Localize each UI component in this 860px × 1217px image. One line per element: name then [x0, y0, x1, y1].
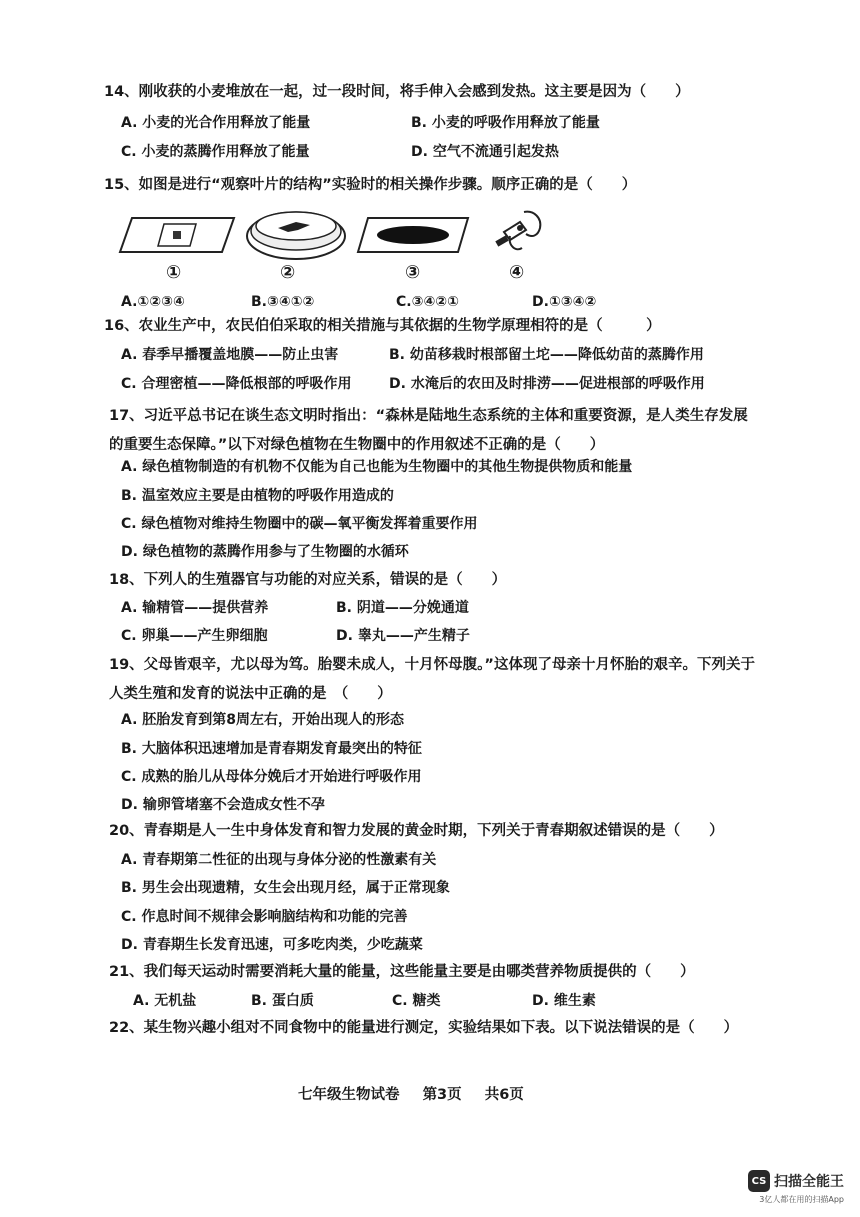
watermark-subtitle: 3亿人都在用的扫描App: [759, 1195, 844, 1204]
question-20-option-d: D. 青春期生长发育迅速，可多吃肉类，少吃蔬菜: [121, 937, 423, 953]
question-20-option-b: B. 男生会出现遗精，女生会出现月经，属于正常现象: [121, 880, 450, 896]
question-14-stem: 14、刚收获的小麦堆放在一起，过一段时间，将手伸入会感到发热。这主要是因为（ ）: [104, 84, 690, 100]
question-16-option-a: A. 春季早播覆盖地膜——防止虫害: [121, 347, 339, 363]
question-21-option-b: B. 蛋白质: [251, 993, 314, 1009]
figure-label-1: ①: [166, 262, 182, 283]
question-15-option-c: C.③④②①: [396, 294, 460, 310]
footer-total: 共6页: [484, 1087, 524, 1103]
figure-label-4: ④: [509, 262, 525, 283]
question-14-option-a: A. 小麦的光合作用释放了能量: [121, 115, 311, 131]
question-21-stem: 21、我们每天运动时需要消耗大量的能量，这些能量主要是由哪类营养物质提供的（ ）: [109, 964, 695, 980]
question-19-option-c: C. 成熟的胎儿从母体分娩后才开始进行呼吸作用: [121, 769, 422, 785]
scanner-watermark: [748, 1170, 844, 1205]
question-16-option-d: D. 水淹后的农田及时排涝——促进根部的呼吸作用: [389, 376, 705, 392]
question-16-option-c: C. 合理密植——降低根部的呼吸作用: [121, 376, 352, 392]
question-19-option-b: B. 大脑体积迅速增加是青春期发育最突出的特征: [121, 741, 422, 757]
question-15-option-d: D.①③④②: [532, 294, 597, 310]
question-16-stem: 16、农业生产中，农民伯伯采取的相关措施与其依据的生物学原理相符的是（ ）: [104, 318, 661, 334]
question-20-stem: 20、青春期是人一生中身体发育和智力发展的黄金时期，下列关于青春期叙述错误的是（ ）: [109, 823, 724, 839]
question-15-option-b: B.③④①②: [251, 294, 315, 310]
question-14-option-d: D. 空气不流通引起发热: [411, 144, 559, 160]
question-19-stem: 19、父母皆艰辛，尤以母为笃。胎婴未成人，十月怀母腹。”这体现了母亲十月怀胎的艰辛。下列关于人类生殖和发育的说法中正确的是 （ ）: [109, 657, 755, 702]
question-18-option-d: D. 睾丸——产生精子: [336, 628, 470, 644]
question-14-option-c: C. 小麦的蒸腾作用释放了能量: [121, 144, 310, 160]
question-18-option-b: B. 阴道——分娩通道: [336, 600, 469, 616]
question-14-option-b: B. 小麦的呼吸作用释放了能量: [411, 115, 600, 131]
petri-dish-icon: [244, 206, 348, 262]
question-17-option-d: D. 绿色植物的蒸腾作用参与了生物圈的水循环: [121, 544, 409, 560]
camscanner-logo-icon: CS: [748, 1170, 770, 1192]
question-18-option-a: A. 输精管——提供营养: [121, 600, 269, 616]
question-17-option-c: C. 绿色植物对维持生物圈中的碳—氧平衡发挥着重要作用: [121, 516, 478, 532]
question-21-option-a: A. 无机盐: [133, 993, 197, 1009]
figure-label-2: ②: [280, 262, 296, 283]
question-20-option-c: C. 作息时间不规律会影响脑结构和功能的完善: [121, 909, 408, 925]
question-21-option-d: D. 维生素: [532, 993, 596, 1009]
footer-subject: 七年级生物试卷: [298, 1087, 400, 1103]
page-footer: [298, 1083, 542, 1104]
slide-icon: [118, 214, 238, 256]
question-15-figure: [112, 206, 572, 286]
question-22-stem: 22、某生物兴趣小组对不同食物中的能量进行测定，实验结果如下表。以下说法错误的是（ ）: [109, 1020, 739, 1036]
question-17-option-b: B. 温室效应主要是由植物的呼吸作用造成的: [121, 488, 394, 504]
figure-label-3: ③: [405, 262, 421, 283]
question-18-stem: 18、下列人的生殖器官与功能的对应关系，错误的是（ ）: [109, 572, 507, 588]
question-16-option-b: B. 幼苗移栽时根部留土坨——降低幼苗的蒸腾作用: [389, 347, 704, 363]
question-15-stem: 15、如图是进行“观察叶片的结构”实验时的相关操作步骤。顺序正确的是（ ）: [104, 177, 637, 193]
question-19-option-a: A. 胚胎发育到第8周左右，开始出现人的形态: [121, 712, 405, 728]
question-17-option-a: A. 绿色植物制造的有机物不仅能为自己也能为生物圈中的其他生物提供物质和能量: [121, 459, 633, 475]
footer-page: 第3页: [422, 1087, 462, 1103]
question-17-stem: 17、习近平总书记在谈生态文明时指出：“森林是陆地生态系统的主体和重要资源，是人类生存发展的重要生态保障。”以下对绿色植物在生物圈中的作用叙述不正确的是（ ）: [109, 408, 748, 453]
question-19-option-d: D. 输卵管堵塞不会造成女性不孕: [121, 797, 325, 813]
hand-cutting-icon: [490, 206, 550, 262]
question-18-option-c: C. 卵巢——产生卵细胞: [121, 628, 268, 644]
question-21-option-c: C. 糖类: [392, 993, 441, 1009]
question-15-option-a: A.①②③④: [121, 294, 185, 310]
watermark-name: 扫描全能王: [774, 1174, 844, 1190]
question-20-option-a: A. 青春期第二性征的出现与身体分泌的性激素有关: [121, 852, 437, 868]
leaf-slide-icon: [356, 214, 470, 256]
